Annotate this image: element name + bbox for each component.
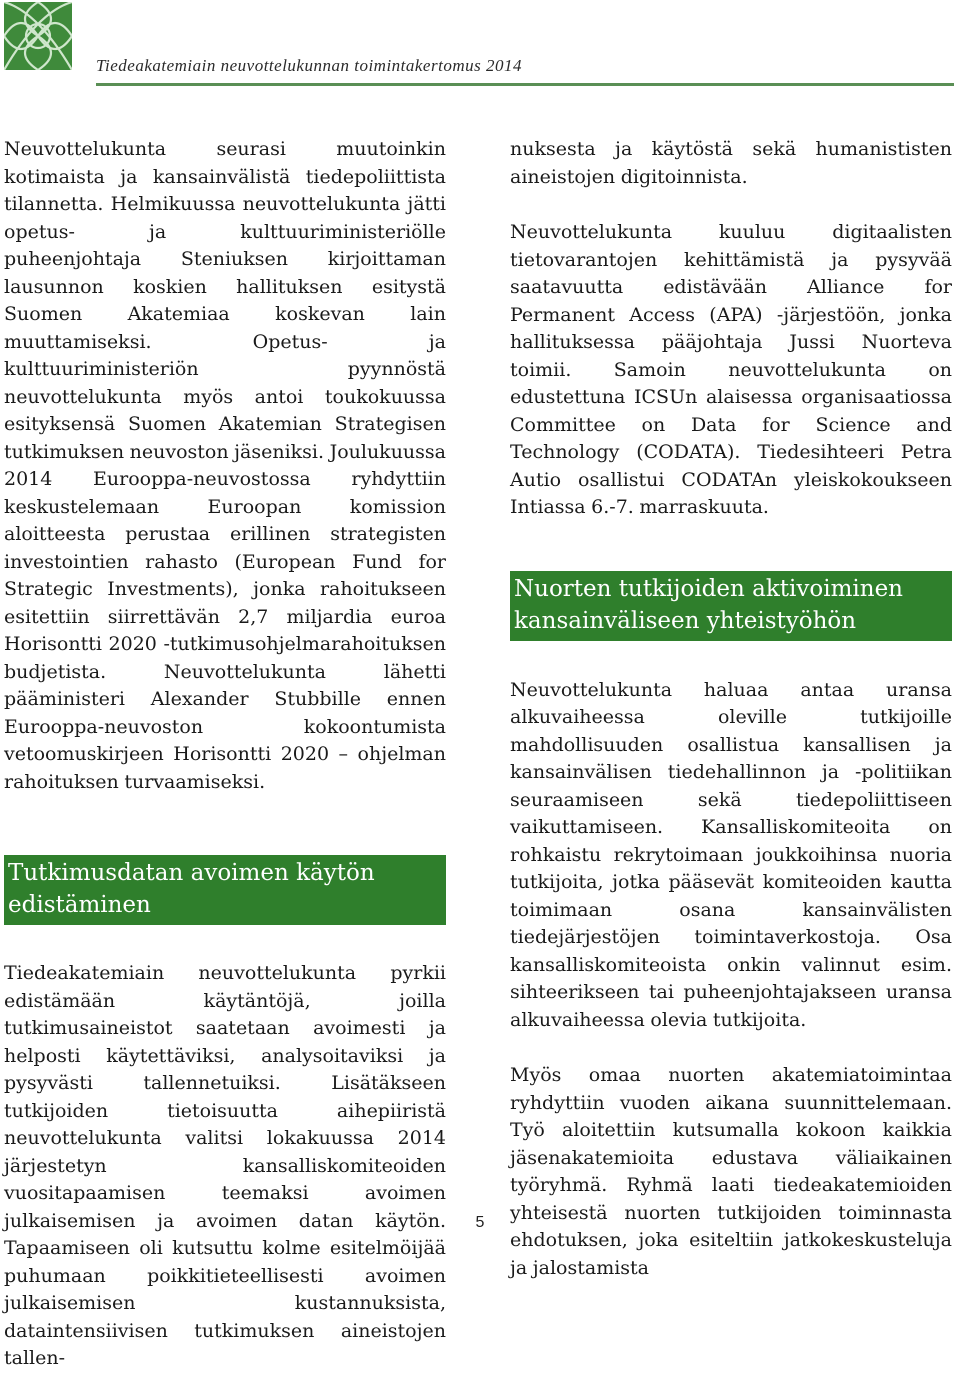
right-column (510, 136, 952, 1282)
body-paragraph: Tiedeakatemiain neuvottelukunta pyrkii edistämään käytäntöjä, joilla tutkimusaineistot saatetaan avoimesti ja helposti käytettäviksi, analysoitaviksi ja pysyvästi tallennetuiksi. Lisätäkseen tutkijoiden tietoisuutta aihepiiristä neuvottelukunta valitsi lokakuussa 2014 järjestetyn kansalliskomiteoiden vuositapaamisen teemaksi avoimen julkaisemisen ja avoimen datan käytön. Tapaamiseen oli kutsuttu kolme esitelmöijää puhumaan poikkitieteellisesti avoimen julkaisemisen kustannuksista, dataintensiivisen tutkimuksen aineistojen tallen- (4, 962, 446, 1369)
running-header-title: Tiedeakatemiain neuvottelukunnan toimintakertomus 2014 (96, 56, 522, 75)
left-column (4, 136, 446, 1373)
green-lattice-logo-icon (4, 2, 72, 70)
body-paragraph: Neuvottelukunta kuuluu digitaalisten tietovarantojen kehittämistä ja pysyvää saatavuutta edistävään Alliance for Permanent Access (APA) -järjestöön, jonka hallituksessa pääjohtaja Jussi Nuorteva toimii. Samoin neuvottelukunta on edustettuna ICSUn alaisessa organisaatiossa Committee on Data for Science and Technology (CODATA). Tiedesihteeri Petra Autio osallistui CODATAn yleiskokoukseen Intiassa 6.-7. marraskuuta. (510, 221, 952, 518)
body-paragraph: nuksesta ja käytöstä sekä humanististen aineistojen digitoinnista. (510, 138, 952, 188)
section-heading: Tutkimusdatan avoimen käytön edistäminen (4, 855, 446, 925)
section-heading: Nuorten tutkijoiden aktivoiminen kansainväliseen yhteistyöhön (510, 571, 952, 641)
page-number: 5 (475, 1214, 485, 1231)
body-paragraph: Neuvottelukunta seurasi muutoinkin kotimaista ja kansainvälistä tiedepoliittista tilannetta. Helmikuussa neuvottelukunta jätti opetus- ja kulttuuriministeriölle puheenjohtaja Steniuksen kirjoittaman lausunnon koskien hallituksen esitystä Suomen Akatemiaa koskevan lain muuttamiseksi. Opetus- ja kulttuuriministeriön pyynnöstä neuvottelukunta myös antoi toukokuussa esityksensä Suomen Akatemian Strategisen tutkimuksen neuvoston jäseniksi. Joulukuussa 2014 Eurooppa-neuvostossa ryhdyttiin keskustelemaan Euroopan komission aloitteesta perustaa erillinen strategisten investointien rahasto (European Fund for Strategic Investments), jonka rahoitukseen esitettiin siirrettävän 2,7 miljardia euroa Horisontti 2020 -tutkimusohjelmarahoituksen budjetista. Neuvottelukunta lähetti pääministeri Alexander Stubbille ennen Eurooppa-neuvoston kokoontumista vetoomuskirjeen Horisontti 2020 – ohjelman rahoituksen turvaamiseksi. (4, 138, 446, 793)
header-divider (96, 83, 954, 86)
body-paragraph: Myös omaa nuorten akatemiatoimintaa ryhdyttiin vuoden aikana suunnittelemaan. Työ aloitettiin kutsumalla kokoon kaikkia jäsenakatemioita edustava väliaikainen työryhmä. Ryhmä laati tiedeakatemioiden yhteisestä nuorten tutkijoiden toiminnasta ehdotuksen, joka esiteltiin jatkokeskusteluja ja jalostamista (510, 1064, 952, 1279)
body-paragraph: Neuvottelukunta haluaa antaa uransa alkuvaiheessa oleville tutkijoille mahdollisuuden osallistua kansallisen ja kansainvälisen tiedehallinnon ja -politiikan seuraamiseen sekä tiedepoliittiseen vaikuttamiseen. Kansalliskomiteoita on rohkaistu rekrytoimaan joukkoihinsa nuoria tutkijoita, jotka pääsevät komiteoiden kautta toimimaan osana kansainvälisten tiedejärjestöjen toimintaverkostoja. Osa kansalliskomiteoista onkin valinnut esim. sihteerikseen tai puheenjohtajakseen uransa alkuvaiheessa olevia tutkijoita. (510, 678, 952, 1031)
